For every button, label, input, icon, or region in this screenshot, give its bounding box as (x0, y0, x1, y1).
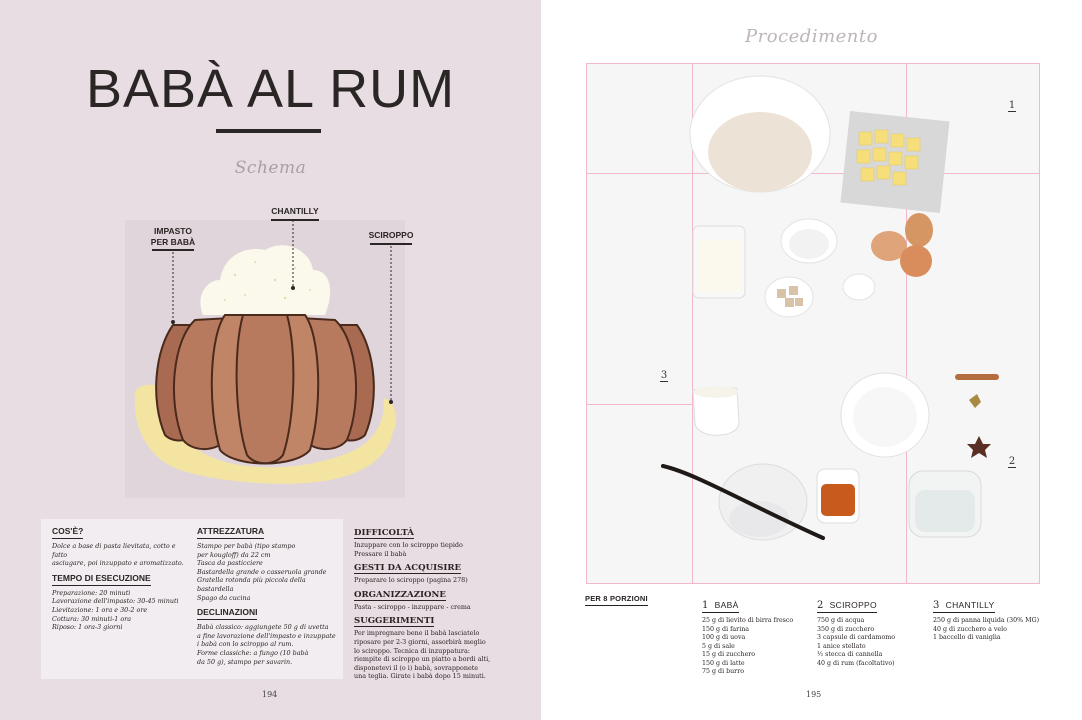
suggerimenti-text: Per impregnare bene il babà lasciatelo riposare per 2-3 giorni, assorbirà meglio lo sciroppo. Tecnica di inzuppatura: riempite di sciroppo un piatto a bordi alti, disponetevi il (o i) babà, sovrapponete una teglia. Girate i babà dopo 15 minuti. (354, 629, 491, 681)
ingredient-item: 3 capsule di cardamomo (817, 634, 895, 641)
right-page (541, 0, 1082, 720)
info-column-2 (197, 526, 339, 671)
declinazioni-heading: DECLINAZIONI (197, 607, 257, 620)
title-underline (216, 129, 321, 133)
ingredient-item: 750 g di acqua (817, 617, 865, 624)
ingredient-number: 3 (933, 600, 940, 611)
suggerimenti-heading: SUGGERIMENTI (354, 616, 435, 627)
attrezzatura-heading: ATTREZZATURA (197, 526, 264, 539)
ingredient-name: SCIROPPO (829, 600, 877, 610)
cose-heading: COS'È? (52, 526, 83, 539)
ingredient-item: 250 g di panna liquida (30% MG) (933, 617, 1040, 624)
page-number-left: 194 (262, 690, 278, 699)
tempo-text: Preparazione: 20 minuti Lavorazione dell'impasto: 30-45 minuti Lievitazione: 1 ora e 30-2 ore Cottura: 30 minuti-1 ora Riposo: 1 ora-3 giorni (52, 588, 179, 632)
ingredient-item: 350 g di zucchero (817, 625, 875, 633)
ingredient-item: 150 g di latte (702, 659, 745, 667)
ingredient-item: 40 g di zucchero a velo (933, 625, 1007, 633)
ingredient-heading (702, 600, 739, 613)
label-sciroppo-rule (370, 243, 412, 245)
procedure-heading: Procedimento (745, 26, 878, 47)
photo-marker-3: 3 (660, 370, 668, 381)
page-number-right: 195 (806, 690, 822, 699)
cake-lobe (237, 315, 294, 463)
ingredient-group-chantilly (933, 593, 1039, 643)
ingredient-list (933, 617, 1039, 643)
ingredient-item: 5 g di sale (702, 642, 735, 650)
label-sciroppo: SCIROPPO (368, 230, 414, 240)
ingredient-item: 1 baccello di vaniglia (933, 634, 1001, 641)
ingredient-item: ½ stecca di cannella (817, 651, 883, 658)
tempo-heading: TEMPO DI ESECUZIONE (52, 573, 151, 586)
ingredient-heading (817, 600, 877, 613)
schema-heading: Schema (234, 158, 307, 178)
organizzazione-text: Pasta - sciroppo - inzuppare - crema (354, 602, 471, 611)
ingredient-item: 1 anice stellato (817, 642, 866, 650)
chantilly-cream (200, 245, 330, 315)
ingredient-item: 15 g di zucchero (702, 651, 756, 658)
declinazioni-text: Babà classico: aggiungete 50 g di uvetta a fine lavorazione dell'impasto e inzuppate i babà con lo sciroppo al rum. Forme classiche: a fungo (10 babà da 50 g), stampo per savarin. (197, 623, 336, 666)
label-chantilly: CHANTILLY (271, 206, 319, 216)
gesti-heading: GESTI DA ACQUISIRE (354, 563, 462, 574)
ingredient-name: CHANTILLY (945, 600, 995, 610)
label-impasto-rule (152, 249, 194, 251)
cose-text: Dolce a base di pasta lievitata, cotto e fatto asciugare, poi inzuppato e aromatizzato. (52, 542, 184, 568)
difficolta-heading: DIFFICOLTÀ (354, 528, 414, 538)
difficolta-text: Inzuppare con lo sciroppo tiepido Pressare il babà (354, 541, 463, 558)
ingredient-item: 40 g di rum (facoltativo) (817, 659, 895, 667)
info-column-1 (52, 526, 192, 637)
ingredient-group-baba (702, 593, 793, 677)
label-chantilly-rule (271, 219, 319, 221)
ingredient-item: 150 g di farina (702, 625, 750, 633)
gesti-text: Preparare lo sciroppo (pagina 278) (354, 576, 468, 585)
organizzazione-heading: ORGANIZZAZIONE (354, 589, 446, 600)
ingredients-drawing (587, 64, 1040, 584)
portions-label: PER 8 PORZIONI (585, 594, 648, 606)
attrezzatura-text: Stampo per babà (tipo stampo per kougloff) da 22 cm Tasca da pasticciere Bastardella grande o casseruola grande Gratella rotonda più piccola della bastardella Spago da cucina (197, 542, 327, 602)
ingredients-photo (586, 63, 1040, 584)
ingredient-list (702, 617, 793, 677)
ingredient-name: BABÀ (714, 600, 739, 610)
info-column-3 (354, 528, 504, 686)
ingredient-group-sciroppo (817, 593, 895, 668)
photo-marker-1: 1 (1008, 100, 1016, 111)
ingredient-item: 25 g di lievito di birra fresco (702, 617, 794, 624)
recipe-title: BABÀ AL RUM (85, 59, 456, 119)
ingredient-number: 2 (817, 600, 824, 611)
ingredient-item: 100 g di uova (702, 634, 746, 641)
ingredient-heading (933, 600, 995, 613)
ingredient-item: 75 g di burro (702, 668, 744, 675)
label-impasto: IMPASTO PER BABÀ (150, 226, 196, 247)
ingredient-list (817, 617, 895, 668)
ingredient-number: 1 (702, 600, 709, 611)
photo-marker-2: 2 (1008, 456, 1016, 467)
